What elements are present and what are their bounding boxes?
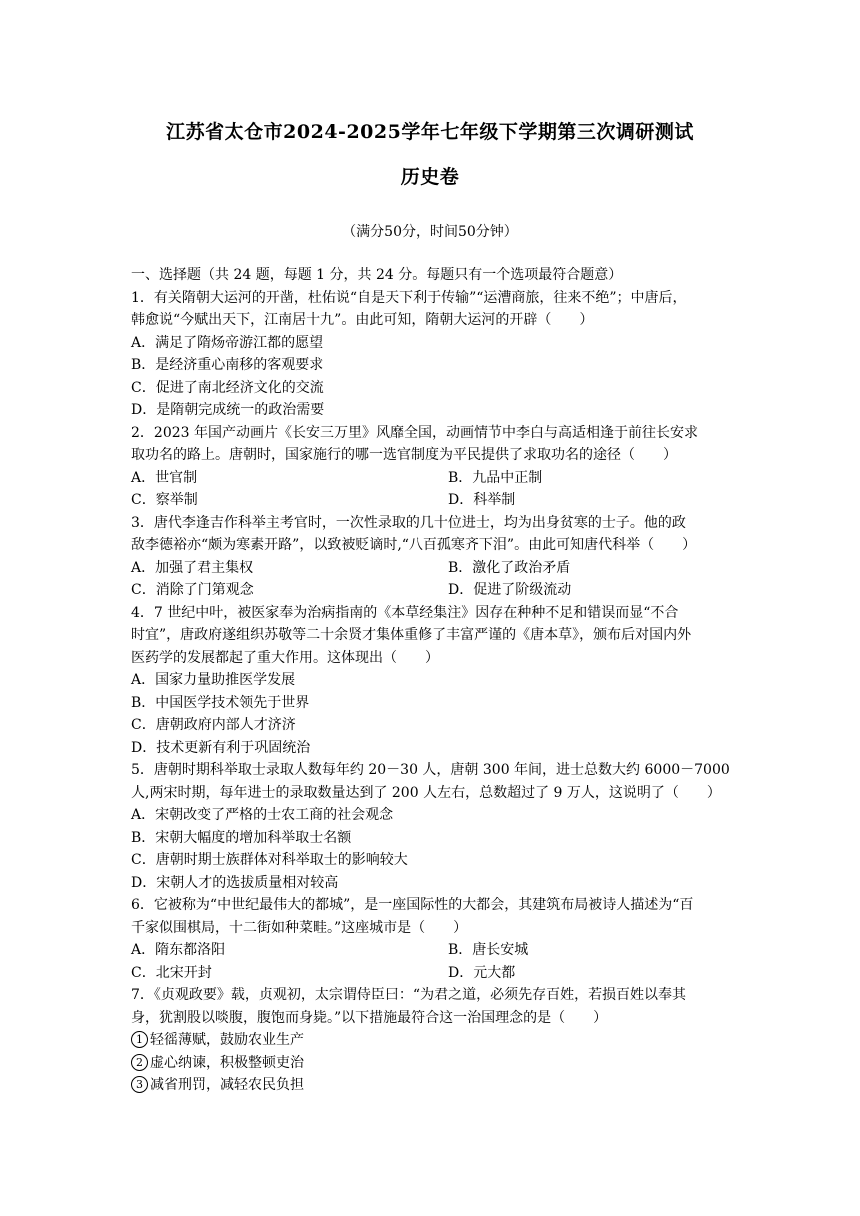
question-3-option-d: D．促进了阶级流动 [448, 582, 572, 598]
question-1-option-b: B．是经济重心南移的客观要求 [131, 357, 324, 373]
question-4-option-b: B．中国医学技术领先于世界 [131, 695, 310, 711]
question-7-item-1-text: 轻徭薄赋，鼓励农业生产 [150, 1032, 304, 1048]
question-1-stem-line-2: 韩愈说“今赋出天下，江南居十九”。由此可知，隋朝大运河的开辟（ ） [131, 312, 594, 328]
question-2-option-b: B．九品中正制 [448, 470, 543, 486]
question-4-stem-line-3: 医药学的发展都起了重大作用。这体现出（ ） [131, 650, 439, 666]
question-6-option-a: A．隋东都洛阳 [131, 942, 226, 958]
question-4-option-d: D．技术更新有利于巩固统治 [131, 740, 311, 756]
question-3-option-b: B．激化了政治矛盾 [448, 560, 571, 576]
question-5-stem-line-1: 5．唐朝时期科举取士录取人数每年约 20－30 人，唐朝 300 年间，进士总数大约 6000－7000 [131, 762, 730, 778]
question-2-option-a: A．世官制 [131, 470, 198, 486]
question-5-option-b: B．宋朝大幅度的增加科举取士名额 [131, 830, 352, 846]
question-6-option-b: B．唐长安城 [448, 942, 529, 958]
question-3-stem-line-2: 敌李德裕亦“颇为寒素开路”，以致被贬谪时,“八百孤寒齐下泪”。由此可知唐代科举（ ） [131, 537, 697, 553]
question-3-option-a: A．加强了君主集权 [131, 560, 254, 576]
question-3-stem-line-1: 3．唐代李逢吉作科举主考官时，一次性录取的几十位进士，均为出身贫寒的士子。他的政 [131, 515, 686, 531]
question-7-stem-line-2: 身，犹割股以啖腹，腹饱而身毙。”以下措施最符合这一治国理念的是（ ） [131, 1010, 608, 1026]
question-6-option-d: D．元大都 [448, 965, 516, 981]
circled-number-3: 3 [131, 1076, 148, 1093]
question-4-stem-line-1: 4．7 世纪中叶，被医家奉为治病指南的《本草经集注》因存在种种不足和错误而显“不合 [131, 605, 679, 621]
exam-title: 江苏省太仓市2024-2025学年七年级下学期第三次调研测试 [166, 121, 694, 143]
section-heading: 一、选择题（共 24 题，每题 1 分，共 24 分。每题只有一个选项最符合题意） [131, 267, 623, 283]
question-6-option-c: C．北宋开封 [131, 965, 212, 981]
question-7-item-3-text: 减省刑罚，减轻农民负担 [150, 1077, 304, 1093]
question-1-stem-line-1: 1．有关隋朝大运河的开凿，杜佑说“自是天下利于传输”“运漕商旅，往来不绝”；中唐后， [131, 290, 687, 306]
question-6-stem-line-2: 千家似围棋局，十二街如种菜畦。”这座城市是（ ） [131, 920, 468, 936]
question-3-option-c: C．消除了门第观念 [131, 582, 254, 598]
question-5-option-d: D．宋朝人才的选拔质量相对较高 [131, 875, 339, 891]
circled-number-1: 1 [131, 1031, 148, 1048]
question-5-option-a: A．宋朝改变了严格的士农工商的社会观念 [131, 807, 394, 823]
question-7-item-3 [131, 1074, 304, 1096]
circled-number-2: 2 [131, 1054, 148, 1071]
question-7-item-1 [131, 1029, 304, 1051]
question-1-option-d: D．是隋朝完成统一的政治需要 [131, 402, 325, 418]
question-4-stem-line-2: 时宜”，唐政府遂组织苏敬等二十余贤才集体重修了丰富严谨的《唐本草》，颁布后对国内外 [131, 627, 692, 643]
question-1-option-a: A．满足了隋炀帝游江都的愿望 [131, 335, 324, 351]
question-2-stem-line-1: 2．2023 年国产动画片《长安三万里》风靡全国，动画情节中李白与高适相逢于前往长安求 [131, 425, 698, 441]
question-2-option-d: D．科举制 [448, 492, 516, 508]
question-7-item-2-text: 虚心纳谏，积极整顿吏治 [150, 1055, 304, 1071]
question-7-item-2 [131, 1052, 304, 1074]
question-7-stem-line-1: 7．《贞观政要》载，贞观初，太宗谓侍臣曰：“为君之道，必须先存百姓，若损百姓以奉其 [131, 987, 687, 1003]
question-4-option-a: A．国家力量助推医学发展 [131, 672, 296, 688]
score-info: （满分50分，时间50分钟） [342, 224, 518, 240]
question-6-stem-line-1: 6．它被称为“中世纪最伟大的都城”，是一座国际性的大都会，其建筑布局被诗人描述为“百 [131, 897, 694, 913]
exam-subject: 历史卷 [400, 166, 460, 188]
question-2-option-c: C．察举制 [131, 492, 198, 508]
question-5-stem-line-2: 人,两宋时期，每年进士的录取数量达到了 200 人左右，总数超过了 9 万人，这说明了（ ） [131, 785, 721, 801]
question-5-option-c: C．唐朝时期士族群体对科举取士的影响较大 [131, 852, 408, 868]
question-1-option-c: C．促进了南北经济文化的交流 [131, 380, 324, 396]
question-4-option-c: C．唐朝政府内部人才济济 [131, 717, 296, 733]
question-2-stem-line-2: 取功名的路上。唐朝时，国家施行的哪一选官制度为平民提供了求取功名的途径（ ） [131, 447, 677, 463]
